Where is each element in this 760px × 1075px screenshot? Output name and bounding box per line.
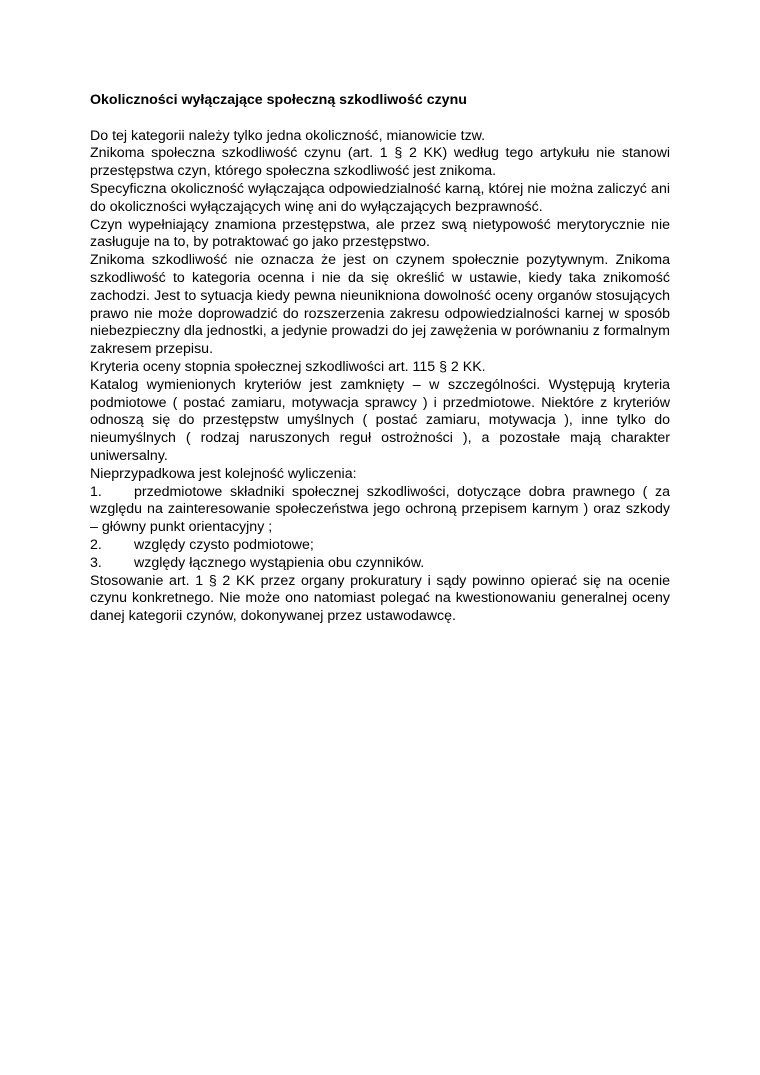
list-item-number: 3. — [90, 554, 102, 571]
paragraph-intro: Do tej kategorii należy tylko jedna okoliczność, mianowicie tzw. — [90, 127, 486, 144]
numbered-list — [90, 484, 670, 573]
paragraph-closing: Stosowanie art. 1 § 2 KK przez organy prokuratury i sądy powinno opierać się na ocenie czynu konkretnego. Nie może ono natomiast polegać na kwestionowaniu generalnej oceny danej kategorii czynów, dokonywanej przez ustawodawcę. — [90, 572, 670, 625]
paragraph-definition: Znikoma społeczna szkodliwość czynu (art. 1 § 2 KK) według tego artykułu nie stanowi przestępstwa czyn, którego społeczna szkodliwość jest znikoma. — [90, 145, 670, 180]
list-item — [90, 537, 670, 555]
list-item-number: 1. — [90, 483, 102, 500]
list-item — [90, 555, 670, 573]
paragraph-specific: Specyficzna okoliczność wyłączająca odpowiedzialność karną, której nie można zaliczyć ani do okoliczności wyłączających winę ani do wyłączających bezprawność. — [90, 180, 670, 215]
paragraph-catalog: Katalog wymienionych kryteriów jest zamknięty – w szczególności. Występują kryteria podmiotowe ( postać zamiaru, motywacja sprawcy ) i przedmiotowe. Niektóre z kryteriów odnoszą się do przestępstw umyślnych ( postać zamiaru, motywacja ), inne tylko do nieumyślnych ( rodzaj naruszonych reguł ostrożności ), a pozostałe mają charakter uniwersalny. — [90, 376, 670, 464]
list-item-number: 2. — [90, 536, 102, 553]
list-item — [90, 484, 670, 537]
paragraph-explanation: Znikoma szkodliwość nie oznacza że jest on czynem społecznie pozytywnym. Znikoma szkodliwość to kategoria ocenna i nie da się określić w ustawie, kiedy taka znikomość zachodzi. Jest to sytuacja kiedy pewna nieunikniona dowolność oceny organów stosujących prawo nie może doprowadzić do rozszerzenia zakresu odpowiedzialności karnej w sposób niebezpieczny dla jednostki, a jedynie prowadzi do jej zawężenia w porównaniu z formalnym zakresem przepisu. — [90, 252, 670, 358]
paragraph-order: Nieprzypadkowa jest kolejność wyliczenia: — [90, 465, 357, 482]
document-title: Okoliczności wyłączające społeczną szkodliwość czynu — [90, 92, 467, 108]
list-item-text: względy czysto podmiotowe; — [134, 536, 314, 553]
paragraph-criteria: Kryteria oceny stopnia społecznej szkodliwości art. 115 § 2 KK. — [90, 358, 486, 375]
list-item-text: względy łącznego wystąpienia obu czynników. — [134, 554, 425, 571]
paragraph-act: Czyn wypełniający znamiona przestępstwa, ale przez swą nietypowość merytorycznie nie zasługuje na to, by potraktować go jako przestępstwo. — [90, 216, 670, 251]
document-body — [90, 92, 670, 626]
list-item-text: przedmiotowe składniki społecznej szkodliwości, dotyczące dobra prawnego ( za względu na zainteresowanie społeczeństwa jego ochroną przepisem karnym ) oraz szkody – główny punkt orientacyjny ; — [90, 483, 670, 536]
